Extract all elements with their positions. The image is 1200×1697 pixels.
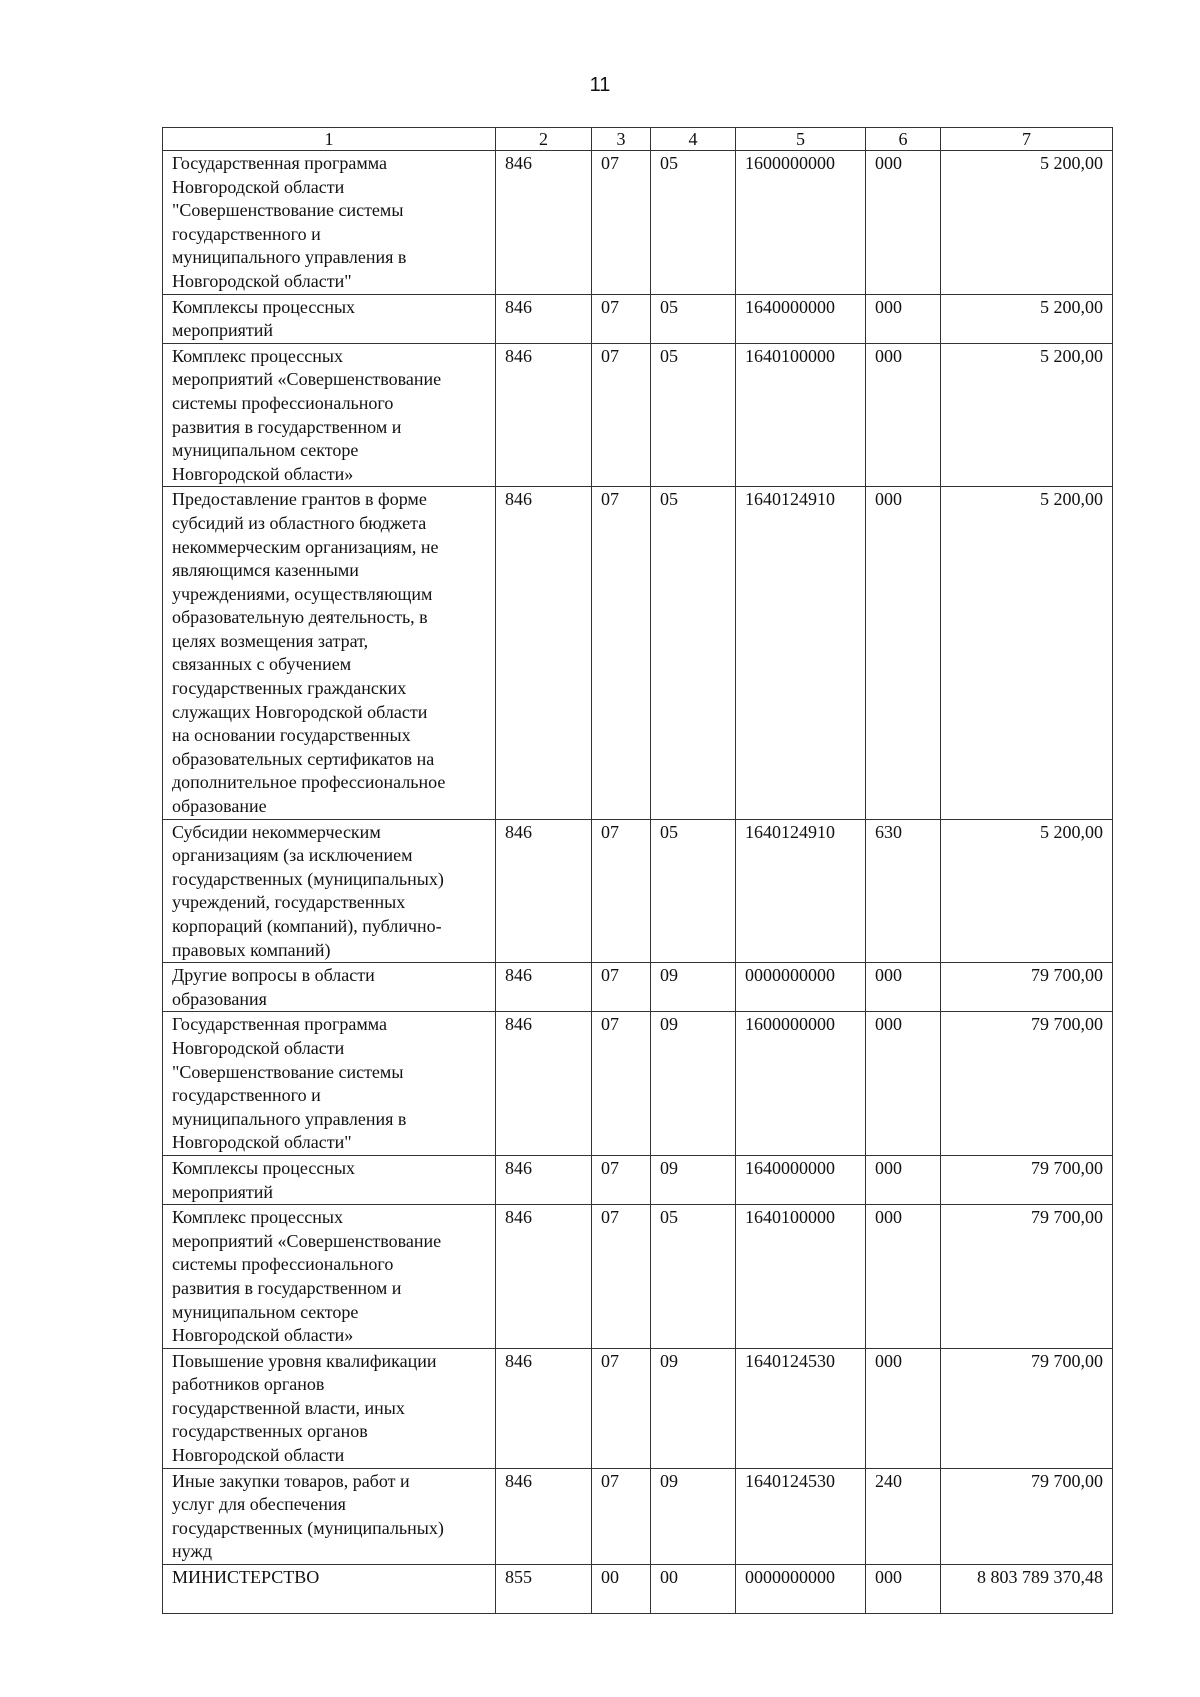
ministry-code: 846 [496, 819, 592, 963]
table-row [163, 294, 1113, 343]
target-article-code: 1640100000 [736, 1205, 866, 1349]
subsection-code: 09 [651, 1012, 736, 1156]
amount: 5 200,00 [941, 343, 1113, 487]
target-article-code: 1640124530 [736, 1348, 866, 1468]
subsection-code: 05 [651, 294, 736, 343]
amount: 79 700,00 [941, 1468, 1113, 1564]
amount: 79 700,00 [941, 1012, 1113, 1156]
target-article-code: 0000000000 [736, 1565, 866, 1614]
target-article-code: 0000000000 [736, 963, 866, 1012]
amount: 79 700,00 [941, 1155, 1113, 1204]
ministry-code: 846 [496, 1155, 592, 1204]
target-article-code: 1640000000 [736, 294, 866, 343]
ministry-code: 846 [496, 1205, 592, 1349]
amount: 79 700,00 [941, 1348, 1113, 1468]
row-name: Субсидии некоммерческим организациям (за исключением государственных (муниципальных) учреждений, государственных корпораций (компаний), публично- правовых компаний) [163, 819, 496, 963]
expense-type-code: 000 [866, 343, 941, 487]
column-header: 7 [941, 128, 1113, 151]
amount: 79 700,00 [941, 1205, 1113, 1349]
amount: 5 200,00 [941, 151, 1113, 295]
column-header: 2 [496, 128, 592, 151]
column-header: 4 [651, 128, 736, 151]
section-code: 07 [592, 343, 651, 487]
expense-type-code: 000 [866, 151, 941, 295]
page-number: 11 [589, 74, 611, 96]
expense-type-code: 000 [866, 1155, 941, 1204]
table-row [163, 1468, 1113, 1564]
expense-type-code: 630 [866, 819, 941, 963]
column-header: 5 [736, 128, 866, 151]
row-name: Иные закупки товаров, работ и услуг для обеспечения государственных (муниципальных) нужд [163, 1468, 496, 1564]
row-name: МИНИСТЕРСТВО [163, 1565, 496, 1614]
subsection-code: 05 [651, 487, 736, 819]
table-row [163, 819, 1113, 963]
section-code: 07 [592, 487, 651, 819]
section-code: 07 [592, 151, 651, 295]
row-name: Другие вопросы в области образования [163, 963, 496, 1012]
amount: 5 200,00 [941, 487, 1113, 819]
subsection-code: 05 [651, 151, 736, 295]
amount: 79 700,00 [941, 963, 1113, 1012]
ministry-code: 846 [496, 1468, 592, 1564]
subsection-code: 09 [651, 1348, 736, 1468]
table-row [163, 1205, 1113, 1349]
row-name: Комплексы процессных мероприятий [163, 294, 496, 343]
row-name: Государственная программа Новгородской области "Совершенствование системы государственного и муниципального управления в Новгородской области" [163, 1012, 496, 1156]
column-header: 1 [163, 128, 496, 151]
budget-table [162, 127, 1113, 1614]
amount: 5 200,00 [941, 819, 1113, 963]
subsection-code: 09 [651, 1155, 736, 1204]
table-row [163, 151, 1113, 295]
expense-type-code: 000 [866, 963, 941, 1012]
amount: 8 803 789 370,48 [941, 1565, 1113, 1614]
expense-type-code: 000 [866, 294, 941, 343]
section-code: 07 [592, 1468, 651, 1564]
table-row [163, 487, 1113, 819]
ministry-code: 846 [496, 343, 592, 487]
column-header: 6 [866, 128, 941, 151]
section-code: 07 [592, 294, 651, 343]
section-code: 00 [592, 1565, 651, 1614]
subsection-code: 09 [651, 1468, 736, 1564]
row-name: Комплекс процессных мероприятий «Совершенствование системы профессионального развития в государственном и муниципальном секторе Новгородской области» [163, 343, 496, 487]
section-code: 07 [592, 1205, 651, 1349]
table-row-total [163, 1565, 1113, 1614]
subsection-code: 05 [651, 1205, 736, 1349]
ministry-code: 846 [496, 963, 592, 1012]
ministry-code: 846 [496, 151, 592, 295]
table-row [163, 963, 1113, 1012]
expense-type-code: 000 [866, 1348, 941, 1468]
target-article-code: 1640000000 [736, 1155, 866, 1204]
column-number-row [163, 128, 1113, 151]
table-row [163, 343, 1113, 487]
subsection-code: 09 [651, 963, 736, 1012]
row-name: Комплекс процессных мероприятий «Совершенствование системы профессионального развития в государственном и муниципальном секторе Новгородской области» [163, 1205, 496, 1349]
target-article-code: 1640124910 [736, 487, 866, 819]
section-code: 07 [592, 963, 651, 1012]
section-code: 07 [592, 1348, 651, 1468]
ministry-code: 846 [496, 1348, 592, 1468]
expense-type-code: 000 [866, 1012, 941, 1156]
expense-type-code: 240 [866, 1468, 941, 1564]
row-name: Комплексы процессных мероприятий [163, 1155, 496, 1204]
ministry-code: 855 [496, 1565, 592, 1614]
row-name: Предоставление грантов в форме субсидий из областного бюджета некоммерческим организациям, не являющимся казенными учреждениями, осуществляющим образовательную деятельность, в целях возмещения затрат, связанных с обучением государственных гражданских служащих Новгородской области на основании государственных образовательных сертификатов на дополнительное профессиональное образование [163, 487, 496, 819]
table-row [163, 1155, 1113, 1204]
target-article-code: 1640124910 [736, 819, 866, 963]
section-code: 07 [592, 819, 651, 963]
column-header: 3 [592, 128, 651, 151]
expense-type-code: 000 [866, 487, 941, 819]
subsection-code: 00 [651, 1565, 736, 1614]
target-article-code: 1640100000 [736, 343, 866, 487]
ministry-code: 846 [496, 487, 592, 819]
section-code: 07 [592, 1012, 651, 1156]
ministry-code: 846 [496, 1012, 592, 1156]
subsection-code: 05 [651, 343, 736, 487]
target-article-code: 1640124530 [736, 1468, 866, 1564]
ministry-code: 846 [496, 294, 592, 343]
subsection-code: 05 [651, 819, 736, 963]
table-row [163, 1348, 1113, 1468]
section-code: 07 [592, 1155, 651, 1204]
amount: 5 200,00 [941, 294, 1113, 343]
target-article-code: 1600000000 [736, 151, 866, 295]
row-name: Повышение уровня квалификации работников органов государственной власти, иных государственных органов Новгородской области [163, 1348, 496, 1468]
expense-type-code: 000 [866, 1565, 941, 1614]
row-name: Государственная программа Новгородской области "Совершенствование системы государственного и муниципального управления в Новгородской области" [163, 151, 496, 295]
target-article-code: 1600000000 [736, 1012, 866, 1156]
table-row [163, 1012, 1113, 1156]
expense-type-code: 000 [866, 1205, 941, 1349]
